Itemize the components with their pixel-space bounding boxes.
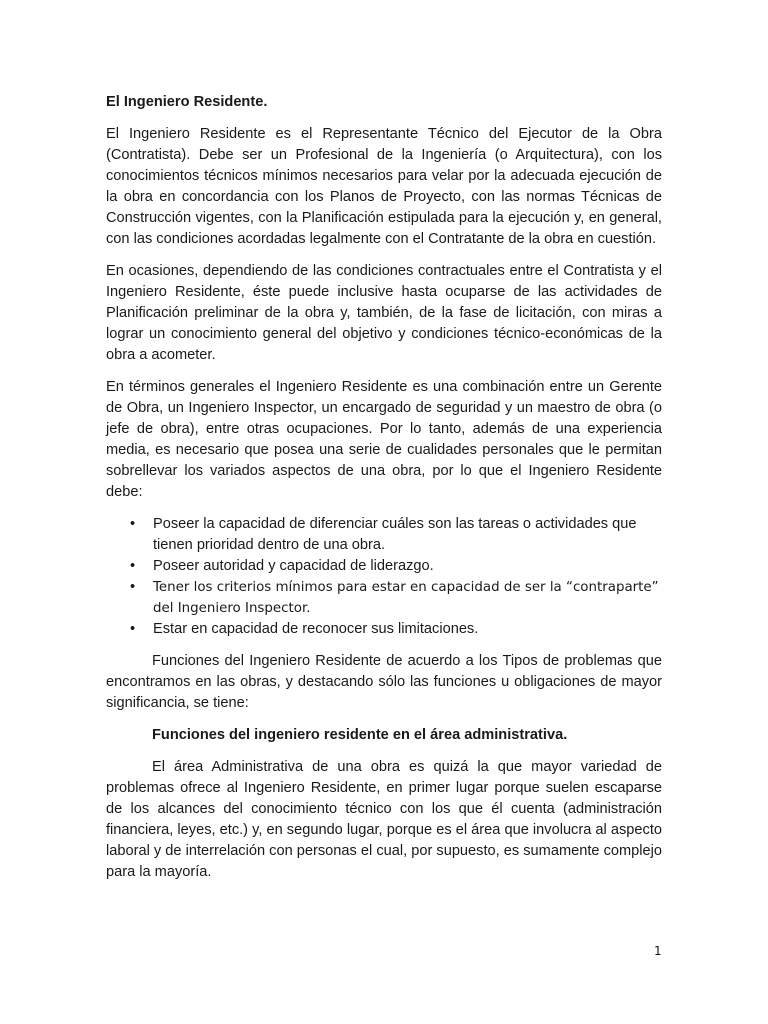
bullet-icon: • (130, 579, 136, 595)
list-item (130, 514, 662, 556)
paragraph-area-administrativa: El área Administrativa de una obra es quizá la que mayor variedad de problemas ofrece al Ingeniero Residente, en primer lugar porque suelen escaparse de los alcances del conocimiento técnico con los que él cuenta (administración financiera, leyes, etc.) y, en segundo lugar, porque es el área que involucra al aspecto laboral y de interrelación con personas el cual, por supuesto, es sumamente complejo para la mayoría. (106, 759, 662, 880)
list-item (130, 577, 662, 619)
qualities-list (106, 514, 662, 640)
list-item (130, 556, 662, 577)
list-item-text: Poseer la capacidad de diferenciar cuáles son las tareas o actividades que tienen prioridad dentro de una obra. (153, 516, 637, 553)
bullet-icon: • (130, 621, 136, 637)
bullet-icon: • (130, 516, 136, 532)
list-item-text: Tener los criterios mínimos para estar en capacidad de ser la “contraparte” del Ingeniero Inspector. (153, 580, 659, 616)
paragraph-functions-intro: Funciones del Ingeniero Residente de acuerdo a los Tipos de problemas que encontramos en las obras, y destacando sólo las funciones u obligaciones de mayor significancia, se tiene: (106, 653, 662, 711)
paragraph-ocasiones: En ocasiones, dependiendo de las condiciones contractuales entre el Contratista y el Ingeniero Residente, éste puede inclusive hasta ocuparse de las actividades de Planificación preliminar de la obra y, también, de la fase de licitación, con miras a lograr un conocimiento general del objetivo y condiciones técnico-económicas de la obra a acometer. (106, 263, 662, 363)
list-item (130, 619, 662, 640)
page-number: 1 (654, 944, 662, 958)
document-page (106, 92, 662, 894)
document-title: El Ingeniero Residente. (106, 94, 268, 110)
bullet-icon: • (130, 558, 136, 574)
list-item-text: Poseer autoridad y capacidad de liderazgo. (153, 558, 434, 574)
list-item-text: Estar en capacidad de reconocer sus limitaciones. (153, 621, 479, 637)
section-heading: Funciones del ingeniero residente en el área administrativa. (152, 727, 568, 743)
paragraph-representante: El Ingeniero Residente es el Representante Técnico del Ejecutor de la Obra (Contratista). Debe ser un Profesional de la Ingeniería (o Arquitectura), con los conocimientos técnicos mínimos necesarios para velar por la adecuada ejecución de la obra en concordancia con los Planos de Proyecto, con las normas Técnicas de Construcción vigentes, con la Planificación estipulada para la ejecución y, en general, con las condiciones acordadas legalmente con el Contratante de la obra en cuestión. (106, 126, 662, 247)
paragraph-terminos-generales: En términos generales el Ingeniero Residente es una combinación entre un Gerente de Obra, un Ingeniero Inspector, un encargado de seguridad y un maestro de obra (o jefe de obra), entre otras ocupaciones. Por lo tanto, además de una experiencia media, es necesario que posea una serie de cualidades personales que le permitan sobrellevar los variados aspectos de una obra, por lo que el Ingeniero Residente debe: (106, 379, 662, 500)
